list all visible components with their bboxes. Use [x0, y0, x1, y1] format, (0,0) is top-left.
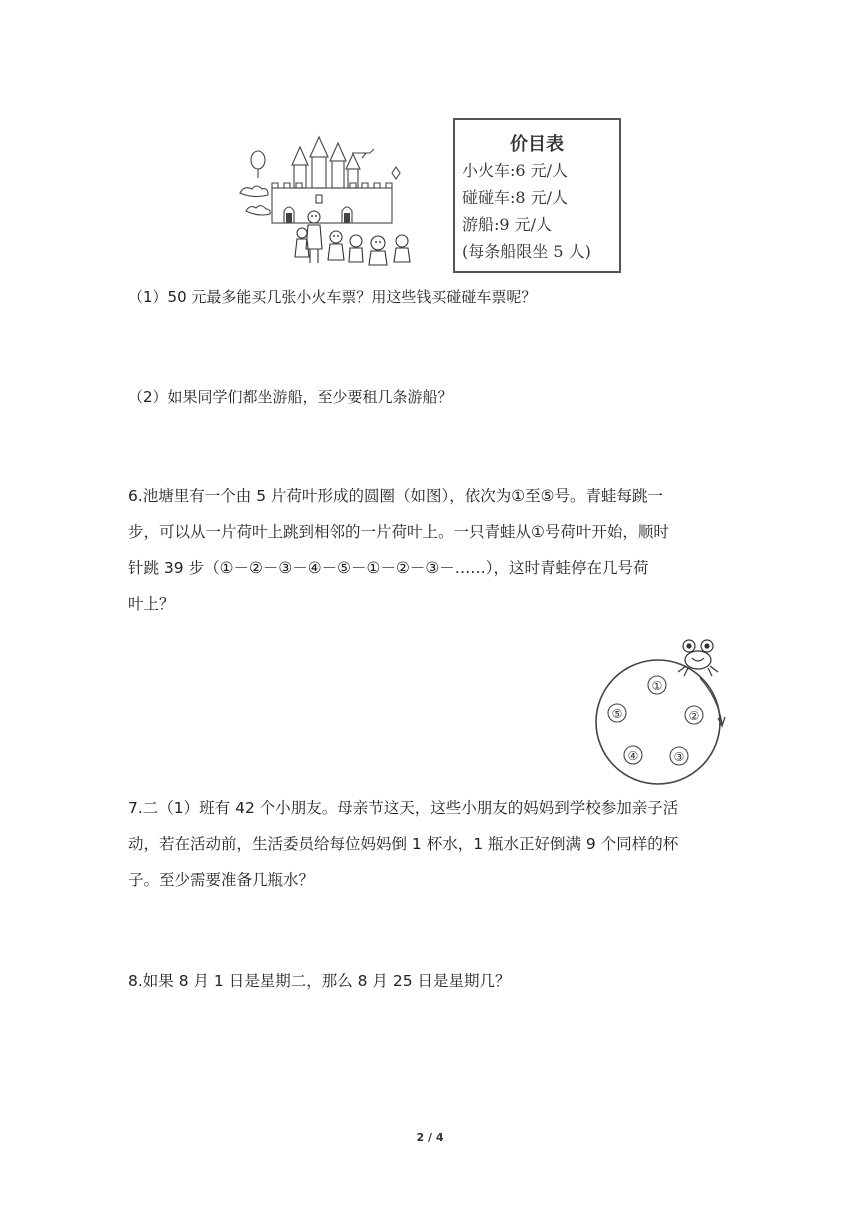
q5-part2: （2）如果同学们都坐游船，至少要租几条游船？ [128, 388, 453, 406]
price-row-boat-limit: (每条船限坐 5 人) [462, 242, 591, 261]
pad-label-1: ① [651, 679, 663, 693]
page-number: 2 / 4 [416, 1131, 444, 1144]
price-row-bumper-car: 碰碰车:8 元/人 [462, 188, 569, 207]
price-table-title: 价目表 [510, 134, 564, 155]
q8-text: 8.如果 8 月 1 日是星期二，那么 8 月 25 日是星期几？ [128, 972, 511, 990]
lily-pad-diagram [588, 622, 730, 788]
pad-label-5: ⑤ [611, 707, 623, 721]
price-row-boat: 游船:9 元/人 [462, 215, 553, 234]
q7-line-1: 7.二（1）班有 42 个小朋友。母亲节这天，这些小朋友的妈妈到学校参加亲子活 [128, 799, 679, 817]
pad-label-4: ④ [627, 749, 639, 763]
pad-label-3: ③ [673, 750, 685, 764]
q7-line-2: 动，若在活动前，生活委员给每位妈妈倒 1 杯水，1 瓶水正好倒满 9 个同样的杯 [128, 835, 679, 853]
castle-illustration [232, 133, 422, 273]
price-table [453, 118, 621, 273]
q5-part1: （1）50 元最多能买几张小火车票？用这些钱买碰碰车票呢？ [128, 288, 537, 306]
q7-line-3: 子。至少需要准备几瓶水？ [128, 871, 315, 889]
q6-line-3: 针跳 39 步（①－②－③－④－⑤－①－②－③－……），这时青蛙停在几号荷 [128, 559, 649, 577]
q7-text [128, 798, 738, 898]
q6-text [128, 486, 738, 626]
q6-line-2: 步，可以从一片荷叶上跳到相邻的一片荷叶上。一只青蛙从①号荷叶开始，顺时 [128, 523, 669, 541]
q6-line-1: 6.池塘里有一个由 5 片荷叶形成的圆圈（如图），依次为①至⑤号。青蛙每跳一 [128, 487, 664, 505]
frog-icon [678, 640, 718, 676]
price-row-train: 小火车:6 元/人 [462, 161, 569, 180]
pad-label-2: ② [688, 709, 700, 723]
q6-line-4: 叶上？ [128, 595, 175, 613]
